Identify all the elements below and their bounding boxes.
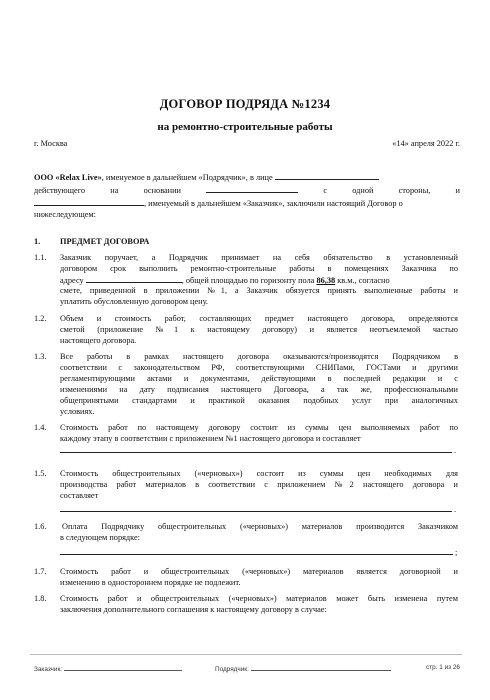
basis-blank	[206, 184, 298, 193]
area-value: 86,38	[316, 276, 336, 285]
intro-word: одной	[352, 186, 374, 195]
clause-1-3-line: условиях.	[60, 407, 95, 416]
clause-number: 1.4.	[34, 423, 47, 432]
clause-number: 1.3.	[34, 352, 47, 361]
contractor-signature-label: Подрядчик:	[215, 666, 249, 673]
clause-1-6-line: Оплата Подрядчику общестроительных («черновых») материалов производится Заказчиком	[62, 522, 458, 531]
line-end-mark: ;	[455, 548, 458, 557]
clause-number: 1.2.	[34, 314, 47, 323]
clause-1-5-line: производства работ материалов в соответствии с приложением №2 настоящего договора и	[60, 480, 458, 489]
page-number: стр. 1 из 26	[426, 664, 460, 671]
clause-1-7-line: Стоимость работ и общестроительных («черновых») материалов является договорной и	[60, 567, 458, 576]
representative-blank	[275, 171, 379, 180]
address-blank	[86, 274, 182, 283]
clause-1-4-line: Стоимость работ по настоящему договору состоит из суммы цен выполняемых работ по	[60, 423, 458, 432]
clause-1-1-line: смете, приведенной в приложении №1, а Заказчик обязуется принять выполненные работы и	[60, 286, 458, 295]
intro-word: стороны,	[398, 186, 431, 195]
clause-1-5-line: составляет	[60, 491, 99, 500]
section-number: 1.	[34, 237, 41, 246]
clause-1-2-line: Объем и стоимость работ, составляющих предмет настоящего договора, определяются	[60, 314, 458, 323]
intro-word: на	[110, 186, 119, 195]
document-title: ДОГОВОР ПОДРЯДА №1234	[159, 97, 331, 111]
line-end-mark: .	[454, 446, 457, 455]
clause-1-1-line: Заказчик поручает, а Подрядчик принимает на себя обязательство в установленный	[60, 253, 458, 262]
clause-number: 1.6.	[34, 522, 47, 531]
payment-order-blank-line	[60, 554, 453, 555]
document-subtitle: на ремонтно-строительные работы	[157, 121, 333, 133]
clause-number: 1.5.	[34, 469, 47, 478]
clause-1-3-line: общепринятыми стандартами и практикой оказания подобных услуг при аналогичных	[60, 396, 458, 405]
customer-signature-field	[34, 664, 182, 673]
clause-1-3-line: изменениями на дату подписания настоящего Договора, а так же, профессиональными	[60, 385, 458, 394]
clause-number: 1.8.	[34, 594, 47, 603]
clause-1-5-line: Стоимость общестроительных («черновых») состоит из суммы цен необходимых для	[60, 469, 458, 478]
cost-blank-line	[60, 452, 452, 453]
intro-line-2	[34, 184, 460, 196]
clause-1-3-line: Все работы в рамках настоящего договора оказываются/производятся Подрядчиком в	[60, 352, 458, 361]
contract-date: «14» апреля 2022 г.	[392, 139, 460, 148]
intro-word: основании	[143, 186, 181, 195]
area-unit-text: кв.м., согласно	[337, 276, 390, 285]
clause-number: 1.1.	[34, 253, 47, 262]
clause-1-2-line: настоящего договора.	[60, 336, 137, 345]
intro-line-4: нижеследующем:	[34, 210, 96, 219]
intro-line-3	[34, 197, 460, 209]
clause-1-8-line: Стоимость работ и общестроительных («черновых») материалов может быть изменена путем	[60, 594, 458, 603]
area-text: , общей площадью по горизонту пола	[181, 276, 315, 285]
customer-blank	[34, 197, 144, 206]
clause-1-8-line: заключения дополнительного соглашения к настоящему договору в случае:	[60, 605, 327, 614]
clause-1-1-line: договором срок выполнить ремонтно-строительные работы в помещениях Заказчика по	[60, 264, 458, 273]
contractor-signature-line	[251, 664, 391, 671]
clause-1-1-line: уплатить обусловленную договором цену.	[60, 297, 208, 306]
intro-text: , именуемое в дальнейшем «Подрядчик», в лице	[101, 173, 273, 182]
section-title: ПРЕДМЕТ ДОГОВОРА	[60, 237, 150, 246]
customer-signature-label: Заказчик:	[34, 666, 63, 673]
clause-number: 1.7.	[34, 567, 47, 576]
materials-cost-blank-line	[60, 511, 452, 512]
clause-1-4-line: каждому этапу в соответствии с приложением №1 настоящего договора и составляет	[60, 434, 361, 443]
line-end-mark: .	[454, 505, 457, 514]
customer-signature-line	[64, 664, 182, 671]
footer-divider	[30, 654, 462, 655]
city: г. Москва	[34, 139, 68, 148]
intro-word: и	[455, 186, 460, 195]
clause-1-3-line: регламентирующими актами и документами, действующими в последней редакции и с	[60, 374, 458, 383]
clause-1-6-line: в следующем порядке:	[60, 533, 140, 542]
intro-text: , именуемый в дальнейшем «Заказчик», заключили настоящий Договор о	[144, 199, 403, 208]
clause-1-2-line: сметой (приложение №1 к настоящему договору) и является неотъемлемой частью	[60, 325, 458, 334]
intro-line-1	[34, 171, 460, 183]
company-name: ООО «Relax Live»	[34, 173, 102, 182]
clause-1-3-line: соответствии с законодательством РФ, соответствующими СНИПами, ГОСТами и другими	[60, 363, 458, 372]
contractor-signature-field	[215, 664, 391, 673]
clause-1-7-line: изменению в одностороннем порядке не подлежит.	[60, 578, 241, 587]
intro-word: с	[323, 186, 328, 195]
address-label: адресу	[60, 276, 84, 285]
intro-word: действующего	[34, 186, 86, 195]
